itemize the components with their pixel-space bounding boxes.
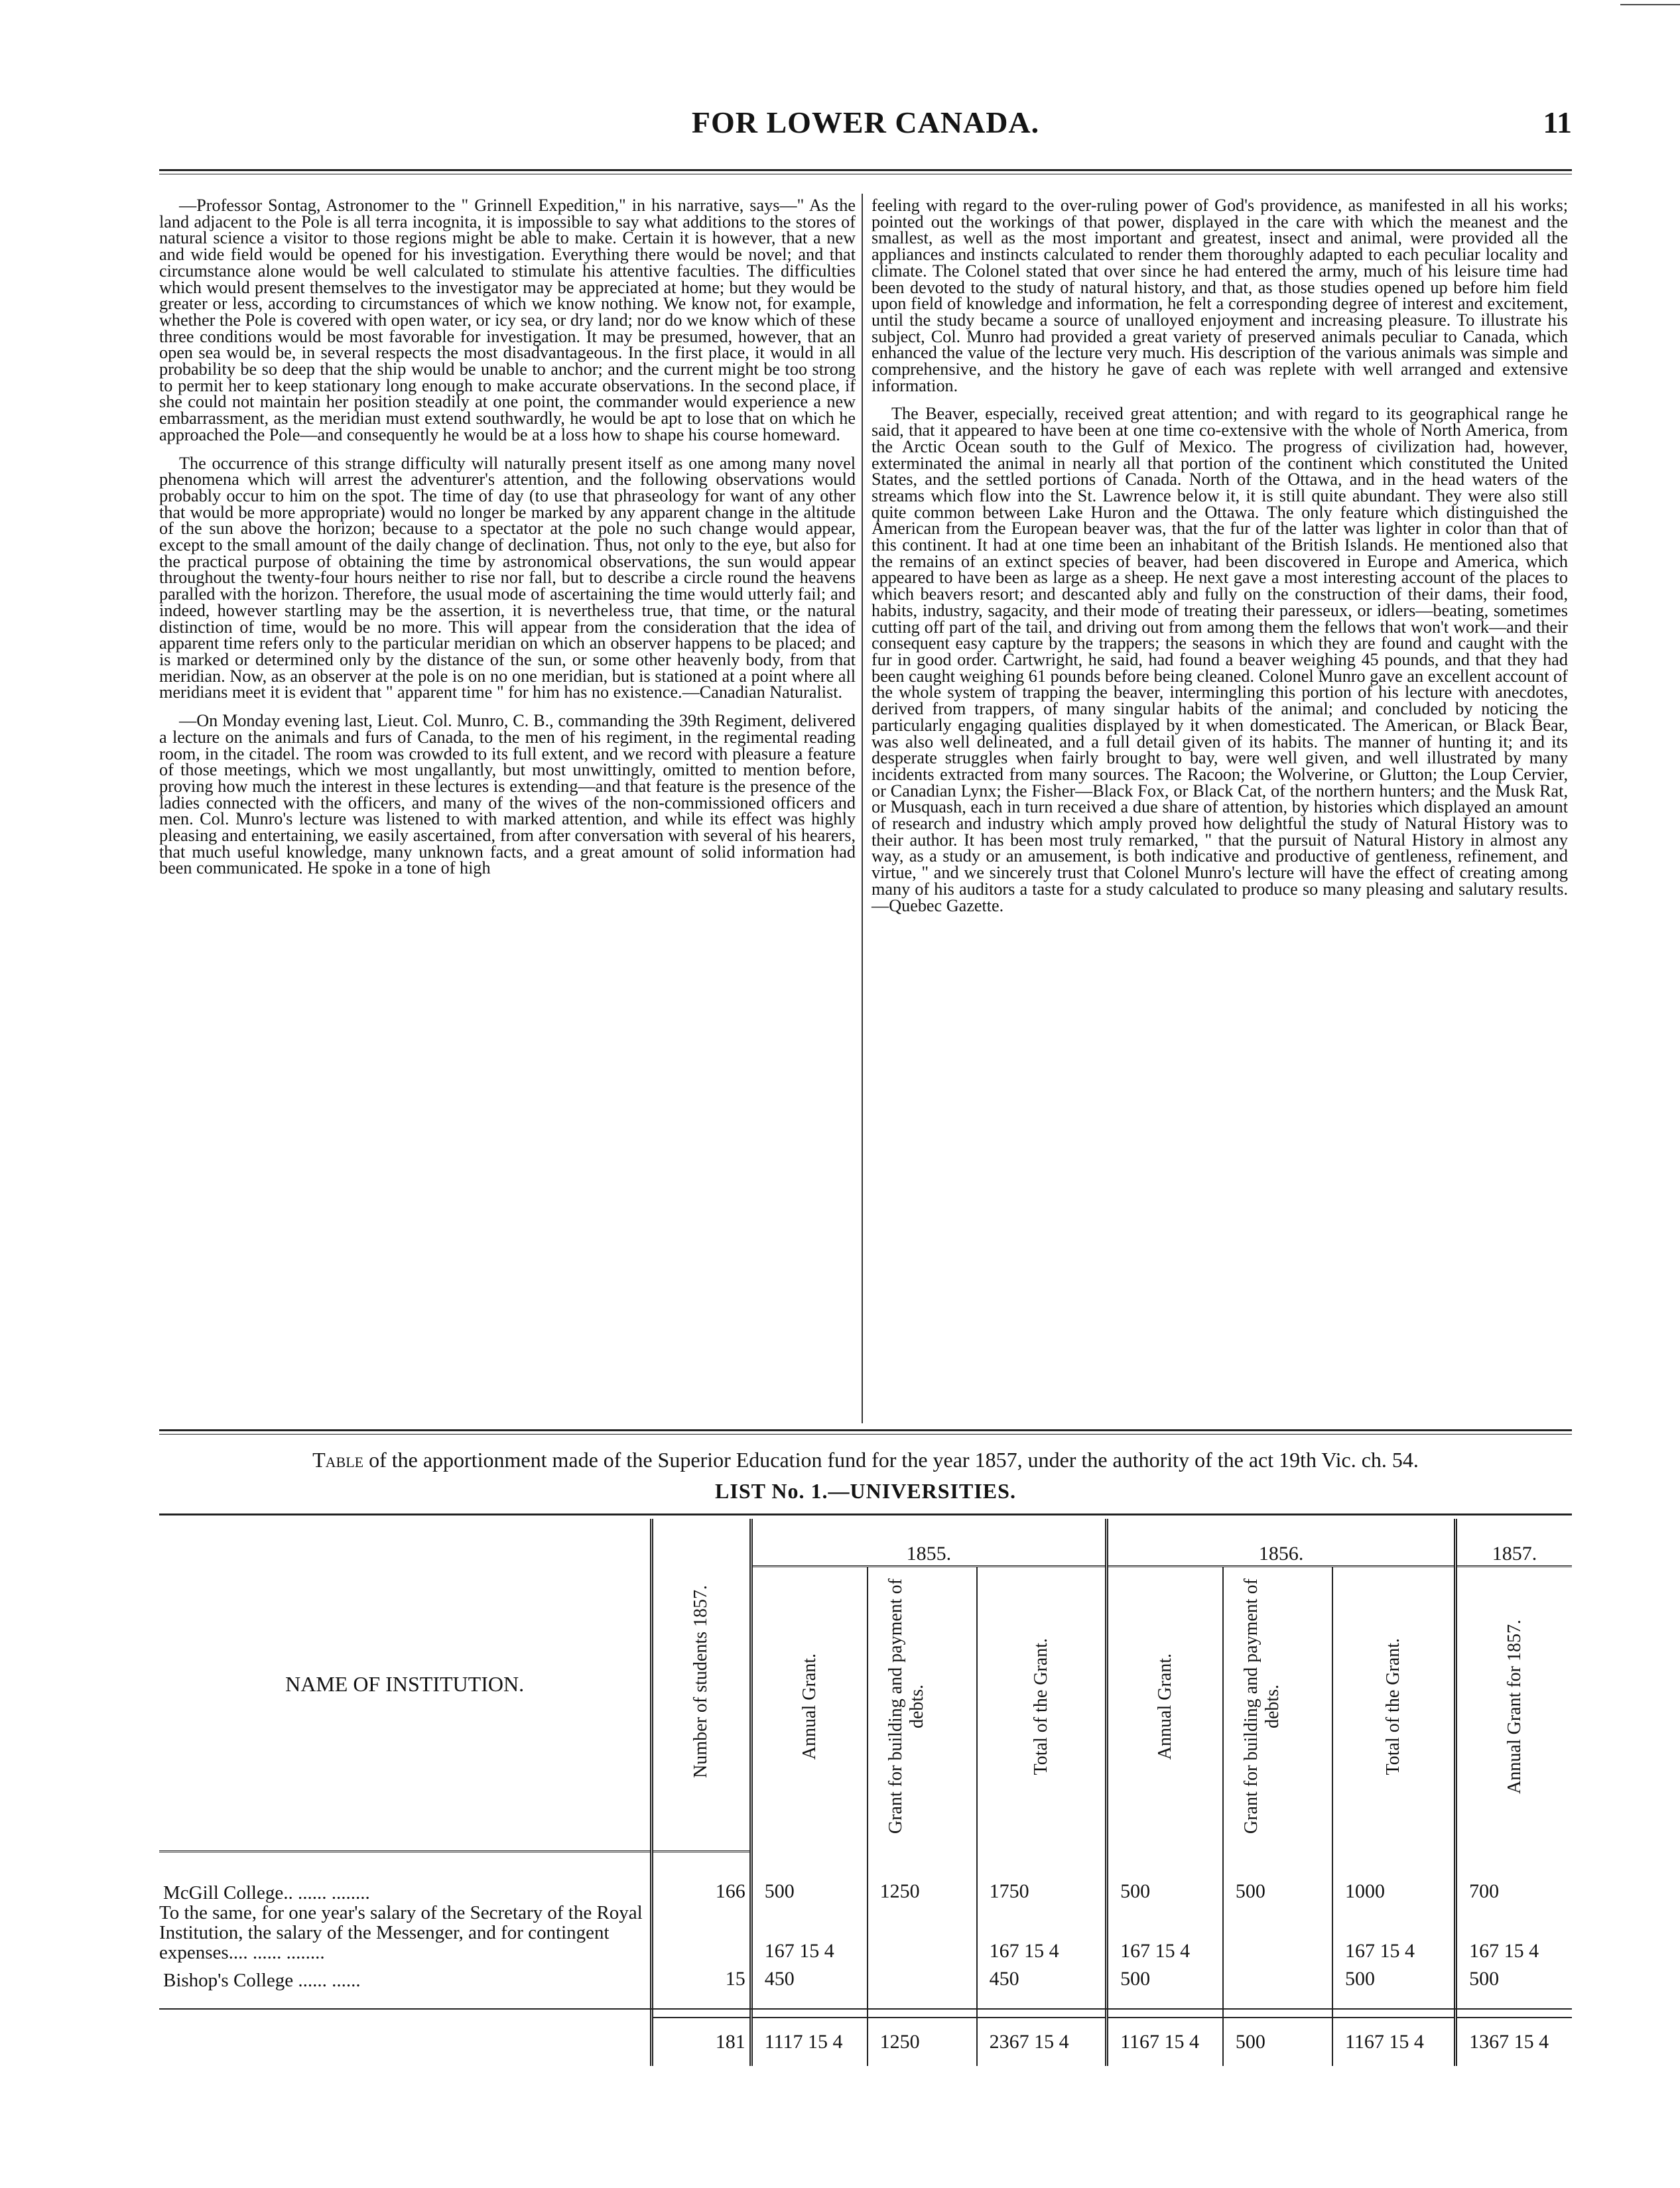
- annual-1855-cell: 167 15 4: [751, 1903, 867, 1963]
- annual-1856-cell: 500: [1107, 1851, 1223, 1903]
- name-of-institution-header: NAME OF INSTITUTION.: [159, 1519, 652, 1851]
- article-paragraph: feeling with regard to the over-ruling power of God's providence, as manifested in all his works; pointed out the workings of that power, displayed in the care with which the meanest and the smallest, as well as the most important and greatest, insect and animal, were provided all the appliances and instincts calculated to render them thoroughly adapted to each peculiar locality and climate. The Colonel stated that over since he had entered the army, much of his leisure time had been devoted to the study of natural history, and that, as those studies opened up before him field upon field of knowledge and information, he felt a corresponding degree of interest and excitement, until the study became a source of unalloyed enjoyment and increasing pleasure. To illustrate his subject, Col. Munro had provided a great variety of preserved animals peculiar to Canada, which enhanced the value of the lecture very much. His description of the various animals was simple and comprehensive, and the history he gave of each was replete with well arranged and extensive information.: [872, 196, 1568, 395]
- page-header: [159, 105, 1572, 151]
- total-1855-cell: 450: [977, 1963, 1107, 1990]
- total-grant-1855-header: Total of the Grant.: [977, 1567, 1107, 1852]
- institution-name: To the same, for one year's salary of the Secretary of the Royal Institution, the salary of the Messenger, and for contingent expenses.... ...... ........: [159, 1901, 643, 1963]
- annual-1856-cell: 500: [1107, 1963, 1223, 1990]
- running-title: FOR LOWER CANADA.: [691, 105, 1040, 139]
- corner-mark: [1620, 4, 1680, 5]
- table-caption-text: of the apportionment made of the Superior Education fund for the year 1857, under the authority of the act 19th Vic. ch. 54.: [363, 1448, 1419, 1472]
- institution-name: Bishop's College ...... ......: [163, 1969, 361, 1991]
- total-annual-1855-cell: 1117 15 4: [751, 2018, 867, 2066]
- building-grant-1856-header: Grant for building and payment of debts.: [1223, 1567, 1332, 1852]
- students-header: Number of students 1857.: [652, 1519, 751, 1851]
- year-1857-header: 1857.: [1456, 1519, 1572, 1567]
- annual-1856-cell: 167 15 4: [1107, 1903, 1223, 1963]
- left-column: [159, 198, 856, 889]
- table-caption: [159, 1448, 1572, 1472]
- annual-grant-1855-header: Annual Grant.: [751, 1567, 867, 1852]
- page-number: 11: [1543, 105, 1572, 139]
- total-building-1856-cell: 500: [1223, 2018, 1332, 2066]
- total-1856-cell: 500: [1332, 1963, 1456, 1990]
- total-1856-cell: 1000: [1332, 1851, 1456, 1903]
- students-cell: 15: [652, 1963, 751, 1990]
- table-spacer-row: [159, 1990, 1572, 2018]
- total-annual-1856-cell: 1167 15 4: [1107, 2018, 1223, 2066]
- institution-name: McGill College.. ...... ........: [163, 1882, 370, 1903]
- table-row: [159, 1903, 1572, 1963]
- article-paragraph: The Beaver, especially, received great attention; and with regard to its geographical range he said, that it appeared to have been at one time co-extensive with the whole of North America, from the Arctic Ocean south to the Gulf of Mexico. The progress of civilization had, however, exterminated the animal in nearly all that portion of the continent which constituted the United States, and the settled portions of Canada. North of the Ottawa, and in the head waters of the streams which flow into the St. Lawrence below it, it is still quite abundant. They were also still quite common between Lake Huron and the Ottawa. The only feature which distinguished the American from the European beaver was, that the fur of the latter was lighter in color than that of this continent. It had at one time been an inhabitant of the British Islands. He mentioned also that the remains of an extinct species of beaver, had been discovered in Europe and America, which appeared to have been as large as a sheep. He next gave a most interesting account of the places to which beavers resort; and descanted ably and fully on the construction of their dams, their food, habits, industry, sagacity, and their mode of treating their paresseux, or idlers—beating, sometimes cutting off part of the tail, and driving out from among them the fellows that won't work—and their consequent easy capture by the trappers; the seasons in which they are found and caught with the fur in good order. Cartwright, he said, had found a beaver weighing 45 pounds, and that they had been caught weighing 61 pounds before being cleaned. Colonel Munro gave an excellent account of the whole system of trapping the beaver, intermingling this portion of his lecture with anecdotes, derived from trappers, of many singular habits of the animal; and concluded by noticing the particularly engaging qualities displayed by it when domesticated. The American, or Black Bear, was also well delineated, and a full detail given of its habits. The manner of hunting it; and its desperate struggles when fairly brought to bay, were well given, and well illustrated by many incidents extracted from many sources. The Racoon; the Wolverine, or Glutton; the Loup Cervier, or Canadian Lynx; the Fisher—Black Fox, or Black Cat, of the northern hunters; and the Musk Rat, or Musquash, each in turn received a due share of attention, by histories which displayed an amount of research and industry which amply proved how delightful the study of Natural History was to their author. It has been most truly remarked, " that the pursuit of Natural History in almost any way, as a study or an amusement, is both indicative and productive of gentleness, refinement, and virtue, " and we sincerely trust that Colonel Munro's lecture will have the effect of creating among many of his auditors a taste for a study calculated to produce so many pleasing and salutary results.—Quebec Gazette.: [872, 404, 1568, 915]
- annual-1855-cell: 450: [751, 1963, 867, 1990]
- total-1856-cell: 167 15 4: [1332, 1903, 1456, 1963]
- table-bottom-rule: [159, 2008, 1572, 2010]
- annual-grant-1857-header: Annual Grant for 1857.: [1456, 1567, 1572, 1852]
- total-building-1855-cell: 1250: [868, 2018, 977, 2066]
- building-1855-cell: 1250: [868, 1851, 977, 1903]
- annual-1857-cell: 500: [1456, 1963, 1572, 1990]
- header-rule: [159, 169, 1572, 171]
- article-paragraph: —On Monday evening last, Lieut. Col. Munro, C. B., commanding the 39th Regiment, delivered a lecture on the animals and furs of Canada, to the men of his regiment, in the regimental reading room, in the citadel. The room was crowded to its full extent, and we record with pleasure a feature of those meetings, which we most ungallantly, but most unwittingly, omitted to mention before, proving how much the interest in these lectures is extending—and that feature is the presence of the ladies connected with the officers, and many of the wives of the non-commissioned officers and men. Col. Munro's lecture was listened to with marked attention, and while its effect was highly pleasing and entertaining, we easily ascertained, from after conversation with several of his hearers, that much useful knowledge, many unknown facts, and a great amount of solid information had been communicated. He spoke in a tone of high: [159, 711, 856, 878]
- table-caption-lead: Table: [312, 1448, 364, 1472]
- total-students-cell: 181: [652, 2018, 751, 2066]
- building-1856-cell: [1223, 1963, 1332, 1990]
- annual-grant-1856-header: Annual Grant.: [1107, 1567, 1223, 1852]
- section-rule: [159, 1429, 1572, 1431]
- total-annual-1857-cell: 1367 15 4: [1456, 2018, 1572, 2066]
- annual-1855-cell: 500: [751, 1851, 867, 1903]
- annual-1857-cell: 700: [1456, 1851, 1572, 1903]
- year-1856-header: 1856.: [1107, 1519, 1456, 1567]
- total-grant-1856-header: Total of the Grant.: [1332, 1567, 1456, 1852]
- article-paragraph: The occurrence of this strange difficulty will naturally present itself as one among many novel phenomena which will arrest the adventurer's attention, and the following observations would probably occur to him on the spot. The time of day (to use that phraseology for want of any other that would be more appropriate) would no longer be marked by any apparent change in the altitude of the sun above the horizon; because to a spectator at the pole no such change would appear, except to the small amount of the daily change of declination. Thus, not only to the eye, but also for the practical purpose of obtaining the time by astronomical observations, the sun would appear throughout the twenty-four hours neither to rise nor fall, but to describe a circle round the heavens paralled with the horizon. Therefore, the usual mode of ascertaining the time would utterly fail; and indeed, however startling may be the assertion, it is nevertheless true, that time, or the natural distinction of time, would be no more. This will appear from the consideration that the idea of apparent time refers only to the particular meridian on which an observer happens to be placed; and is marked or determined only by the distance of the sun, or some other heavenly body, from that meridian. Now, as an observer at the pole is on no one meridian, but is stationed at a point where all meridians meet it is evident that " apparent time " for him has no existence.—Canadian Naturalist.: [159, 453, 856, 702]
- building-1855-cell: [868, 1903, 977, 1963]
- list-title: LIST No. 1.—UNIVERSITIES.: [715, 1479, 1016, 1503]
- right-column: [872, 198, 1568, 926]
- building-1856-cell: 500: [1223, 1851, 1332, 1903]
- section-rule-thin: [159, 1434, 1572, 1435]
- totals-row: [159, 2018, 1572, 2066]
- year-1855-header: 1855.: [751, 1519, 1106, 1567]
- building-1855-cell: [868, 1963, 977, 1990]
- students-cell: 166: [652, 1851, 751, 1903]
- total-1855-cell: 167 15 4: [977, 1903, 1107, 1963]
- total-1855-cell: 1750: [977, 1851, 1107, 1903]
- apportionment-table: [159, 1519, 1572, 2066]
- column-divider: [862, 194, 863, 1423]
- annual-1857-cell: 167 15 4: [1456, 1903, 1572, 1963]
- total-grant-1856-cell: 1167 15 4: [1332, 2018, 1456, 2066]
- students-cell: [652, 1903, 751, 1963]
- building-1856-cell: [1223, 1903, 1332, 1963]
- article-paragraph: —Professor Sontag, Astronomer to the " Grinnell Expedition," in his narrative, says—" As the land adjacent to the Pole is all terra incognita, it is impossible to say what additions to the stores of natural science a visitor to those regions might be able to make. Certain it is however, that a new and wide field would be opened for his investigation. Everything there would be novel; and that circumstance alone would be well calculated to stimulate his attentive faculties. The difficulties which would present themselves to the investigator may be appreciated at home; but they would be greater or less, according to circumstances of which we know nothing. We know not, for example, whether the Pole is covered with open water, or icy sea, or dry land; nor do we know which of these three conditions would be most favorable for investigation. It may be presumed, however, that an open sea would be, in several respects the most disadvantageous. In the first place, it would in all probability be so deep that the ship would be unable to anchor; and the current might be too strong to permit her to keep stationary long enough to make accurate observations. In the second place, if she could not maintain her position steadily at one point, the commander would experience a new embarrassment, as the meridian must extend southwardly, he would be apt to lose that on which he approached the Pole—and consequently he would be at a loss how to shape his course homeward.: [159, 196, 856, 444]
- building-grant-1855-header: Grant for building and payment of debts.: [868, 1567, 977, 1852]
- total-grant-1855-cell: 2367 15 4: [977, 2018, 1107, 2066]
- table-row: [159, 1851, 1572, 1903]
- table-top-rule: [159, 1513, 1572, 1515]
- table-row: [159, 1963, 1572, 1990]
